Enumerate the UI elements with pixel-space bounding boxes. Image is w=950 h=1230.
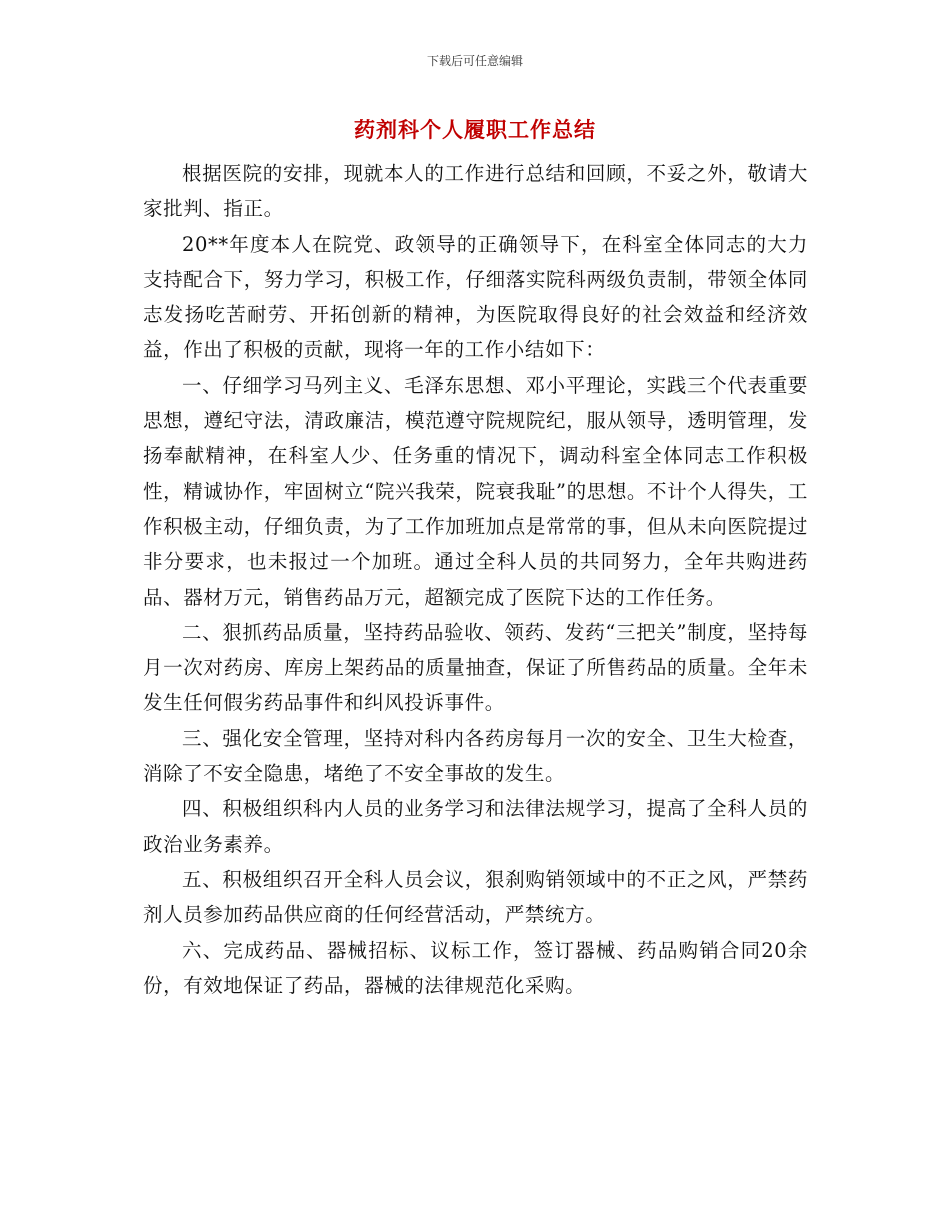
paragraph-item-2: 二、狠抓药品质量，坚持药品验收、领药、发药“三把关”制度，坚持每月一次对药房、库房上架药品的质量抽查，保证了所售药品的质量。全年未发生任何假劣药品事件和纠风投诉事件。 <box>143 620 808 715</box>
paragraph-item-1: 一、仔细学习马列主义、毛泽东思想、邓小平理论，实践三个代表重要思想，遵纪守法，清政廉洁，模范遵守院规院纪，服从领导，透明管理，发扬奉献精神，在科室人少、任务重的情况下，调动科室全体同志工作积极性，精诚协作，牢固树立“院兴我荣，院衰我耻”的思想。不计个人得失，工作积极主动，仔细负责，为了工作加班加点是常常的事，但从未向医院提过非分要求，也未报过一个加班。通过全科人员的共同努力，全年共购进药品、器材万元，销售药品万元，超额完成了医院下达的工作任务。 <box>143 373 808 609</box>
document-title: 药剂科个人履职工作总结 <box>354 118 596 142</box>
paragraph-item-6: 六、完成药品、器械招标、议标工作，签订器械、药品购销合同20余份，有效地保证了药品，器械的法律规范化采购。 <box>143 938 808 997</box>
paragraph-item-3: 三、强化安全管理，坚持对科内各药房每月一次的安全、卫生大检查，消除了不安全隐患，堵绝了不安全事故的发生。 <box>143 726 808 786</box>
paragraph-item-5: 五、积极组织召开全科人员会议，狠刹购销领域中的不正之风，严禁药剂人员参加药品供应商的任何经营活动，严禁统方。 <box>143 867 808 927</box>
paragraph-item-4: 四、积极组织科内人员的业务学习和法律法规学习，提高了全科人员的政治业务素养。 <box>143 797 808 856</box>
paragraph-intro: 根据医院的安排，现就本人的工作进行总结和回顾，不妥之外，敬请大家批判、指正。 <box>143 162 808 221</box>
header-note: 下载后可任意编辑 <box>426 54 523 68</box>
paragraph-overview: 20**年度本人在院党、政领导的正确领导下，在科室全体同志的大力支持配合下，努力学习，积极工作，仔细落实院科两级负责制，带领全体同志发扬吃苦耐劳、开拓创新的精神，为医院取得良好的社会效益和经济效益，作出了积极的贡献，现将一年的工作小结如下： <box>143 232 808 362</box>
document-body <box>143 156 808 1003</box>
